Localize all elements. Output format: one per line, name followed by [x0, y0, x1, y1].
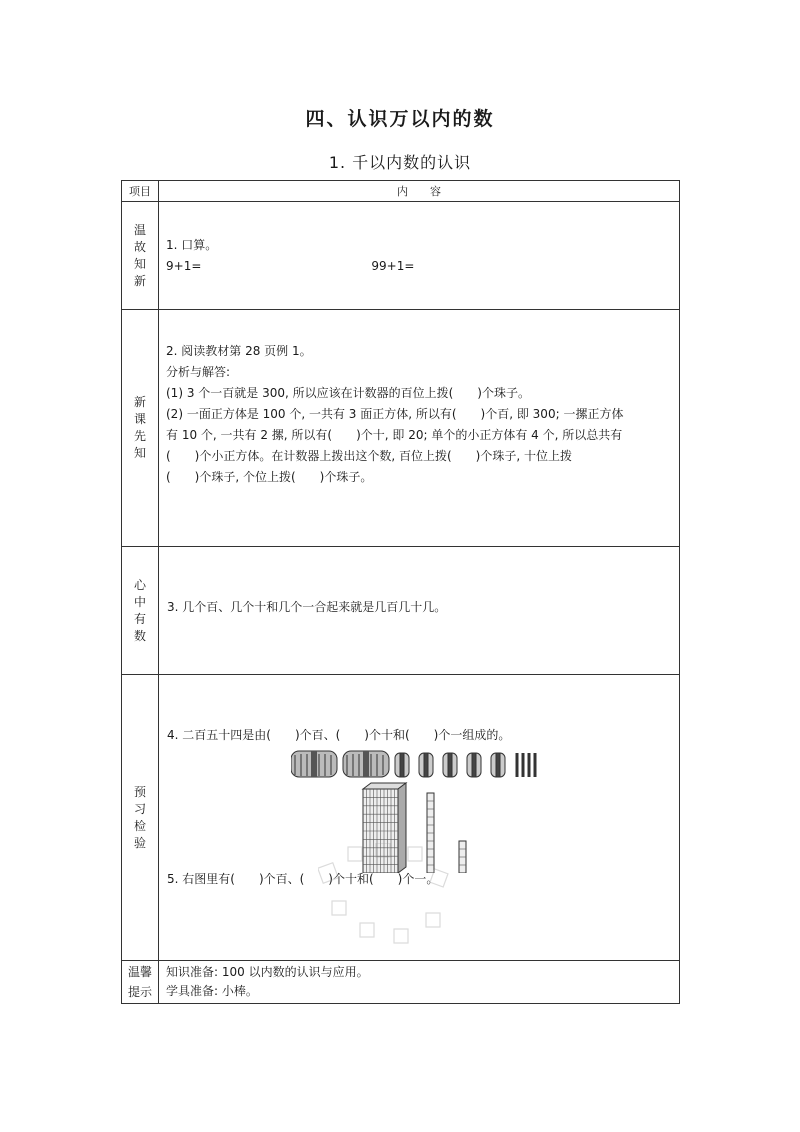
question-2-line: 分析与解答:: [166, 364, 231, 379]
unit-cubes-icon: [459, 841, 466, 873]
ten-bundle-icon: [443, 753, 457, 777]
question-2-line: ( )个小正方体。在计数器上拨出这个数, 百位上拨( )个珠子, 十位上拨: [166, 448, 572, 463]
row-label: 心 中 有 数: [122, 547, 159, 675]
ten-bundle-icon: [419, 753, 433, 777]
row-label: 预 习 检 验: [122, 675, 159, 961]
ten-bundle-icon: [467, 753, 481, 777]
row-content: [159, 202, 680, 310]
tip-line: 学具准备: 小棒。: [166, 984, 258, 998]
table-row: [122, 310, 680, 547]
question-5-text: 5. 右图里有( )个百、( )个十和( )个一。: [167, 872, 439, 886]
row-label: 温馨 提示: [122, 961, 159, 1004]
hundred-flat-icon: [363, 783, 406, 873]
question-2-line: 有 10 个, 一共有 2 摞, 所以有( )个十, 即 20; 单个的小正方体有 4 个, 所以总共有: [166, 427, 623, 442]
ten-rod-icon: [427, 793, 434, 873]
question-1-items: 9+1= 99+1=: [166, 258, 415, 273]
row-content: [159, 961, 680, 1004]
row-content: [159, 547, 680, 675]
ten-bundle-icon: [395, 753, 409, 777]
row-label: 温 故 知 新: [122, 202, 159, 310]
table-row: [122, 675, 680, 961]
row-label: 新 课 先 知: [122, 310, 159, 547]
page-title: 四、认识万以内的数: [305, 108, 495, 130]
table-header-row: [122, 181, 680, 202]
header-content: 内 容: [159, 181, 680, 202]
table-row: [122, 202, 680, 310]
question-3-text: 3. 几个百、几个十和几个一合起来就是几百几十几。: [167, 600, 447, 614]
question-2-line: ( )个珠子, 个位上拨( )个珠子。: [166, 469, 373, 484]
hundred-bundle-icon: [291, 751, 337, 777]
single-sticks-icon: [517, 753, 535, 777]
ten-bundle-icon: [491, 753, 505, 777]
row-content: [159, 675, 680, 961]
question-2-line: (1) 3 个一百就是 300, 所以应该在计数器的百位上拨( )个珠子。: [166, 385, 530, 400]
question-4-text: 4. 二百五十四是由( )个百、( )个十和( )个一组成的。: [167, 728, 511, 742]
table-row: [122, 547, 680, 675]
question-1-title: 1. 口算。: [166, 237, 218, 252]
question-2-line: 2. 阅读教材第 28 页例 1。: [166, 343, 312, 358]
hundred-bundle-icon: [343, 751, 389, 777]
header-item: 项目: [122, 181, 159, 202]
row-content: [159, 310, 680, 547]
question-2-line: (2) 一面正方体是 100 个, 一共有 3 面正方体, 所以有( )个百, 即 300; 一摞正方体: [166, 406, 624, 421]
lesson-table: [121, 180, 680, 1004]
tip-line: 知识准备: 100 以内数的认识与应用。: [166, 965, 369, 979]
counting-blocks-illustration: [291, 745, 551, 873]
section-subtitle: 1. 千以内数的认识: [328, 153, 472, 172]
table-row: [122, 961, 680, 1004]
